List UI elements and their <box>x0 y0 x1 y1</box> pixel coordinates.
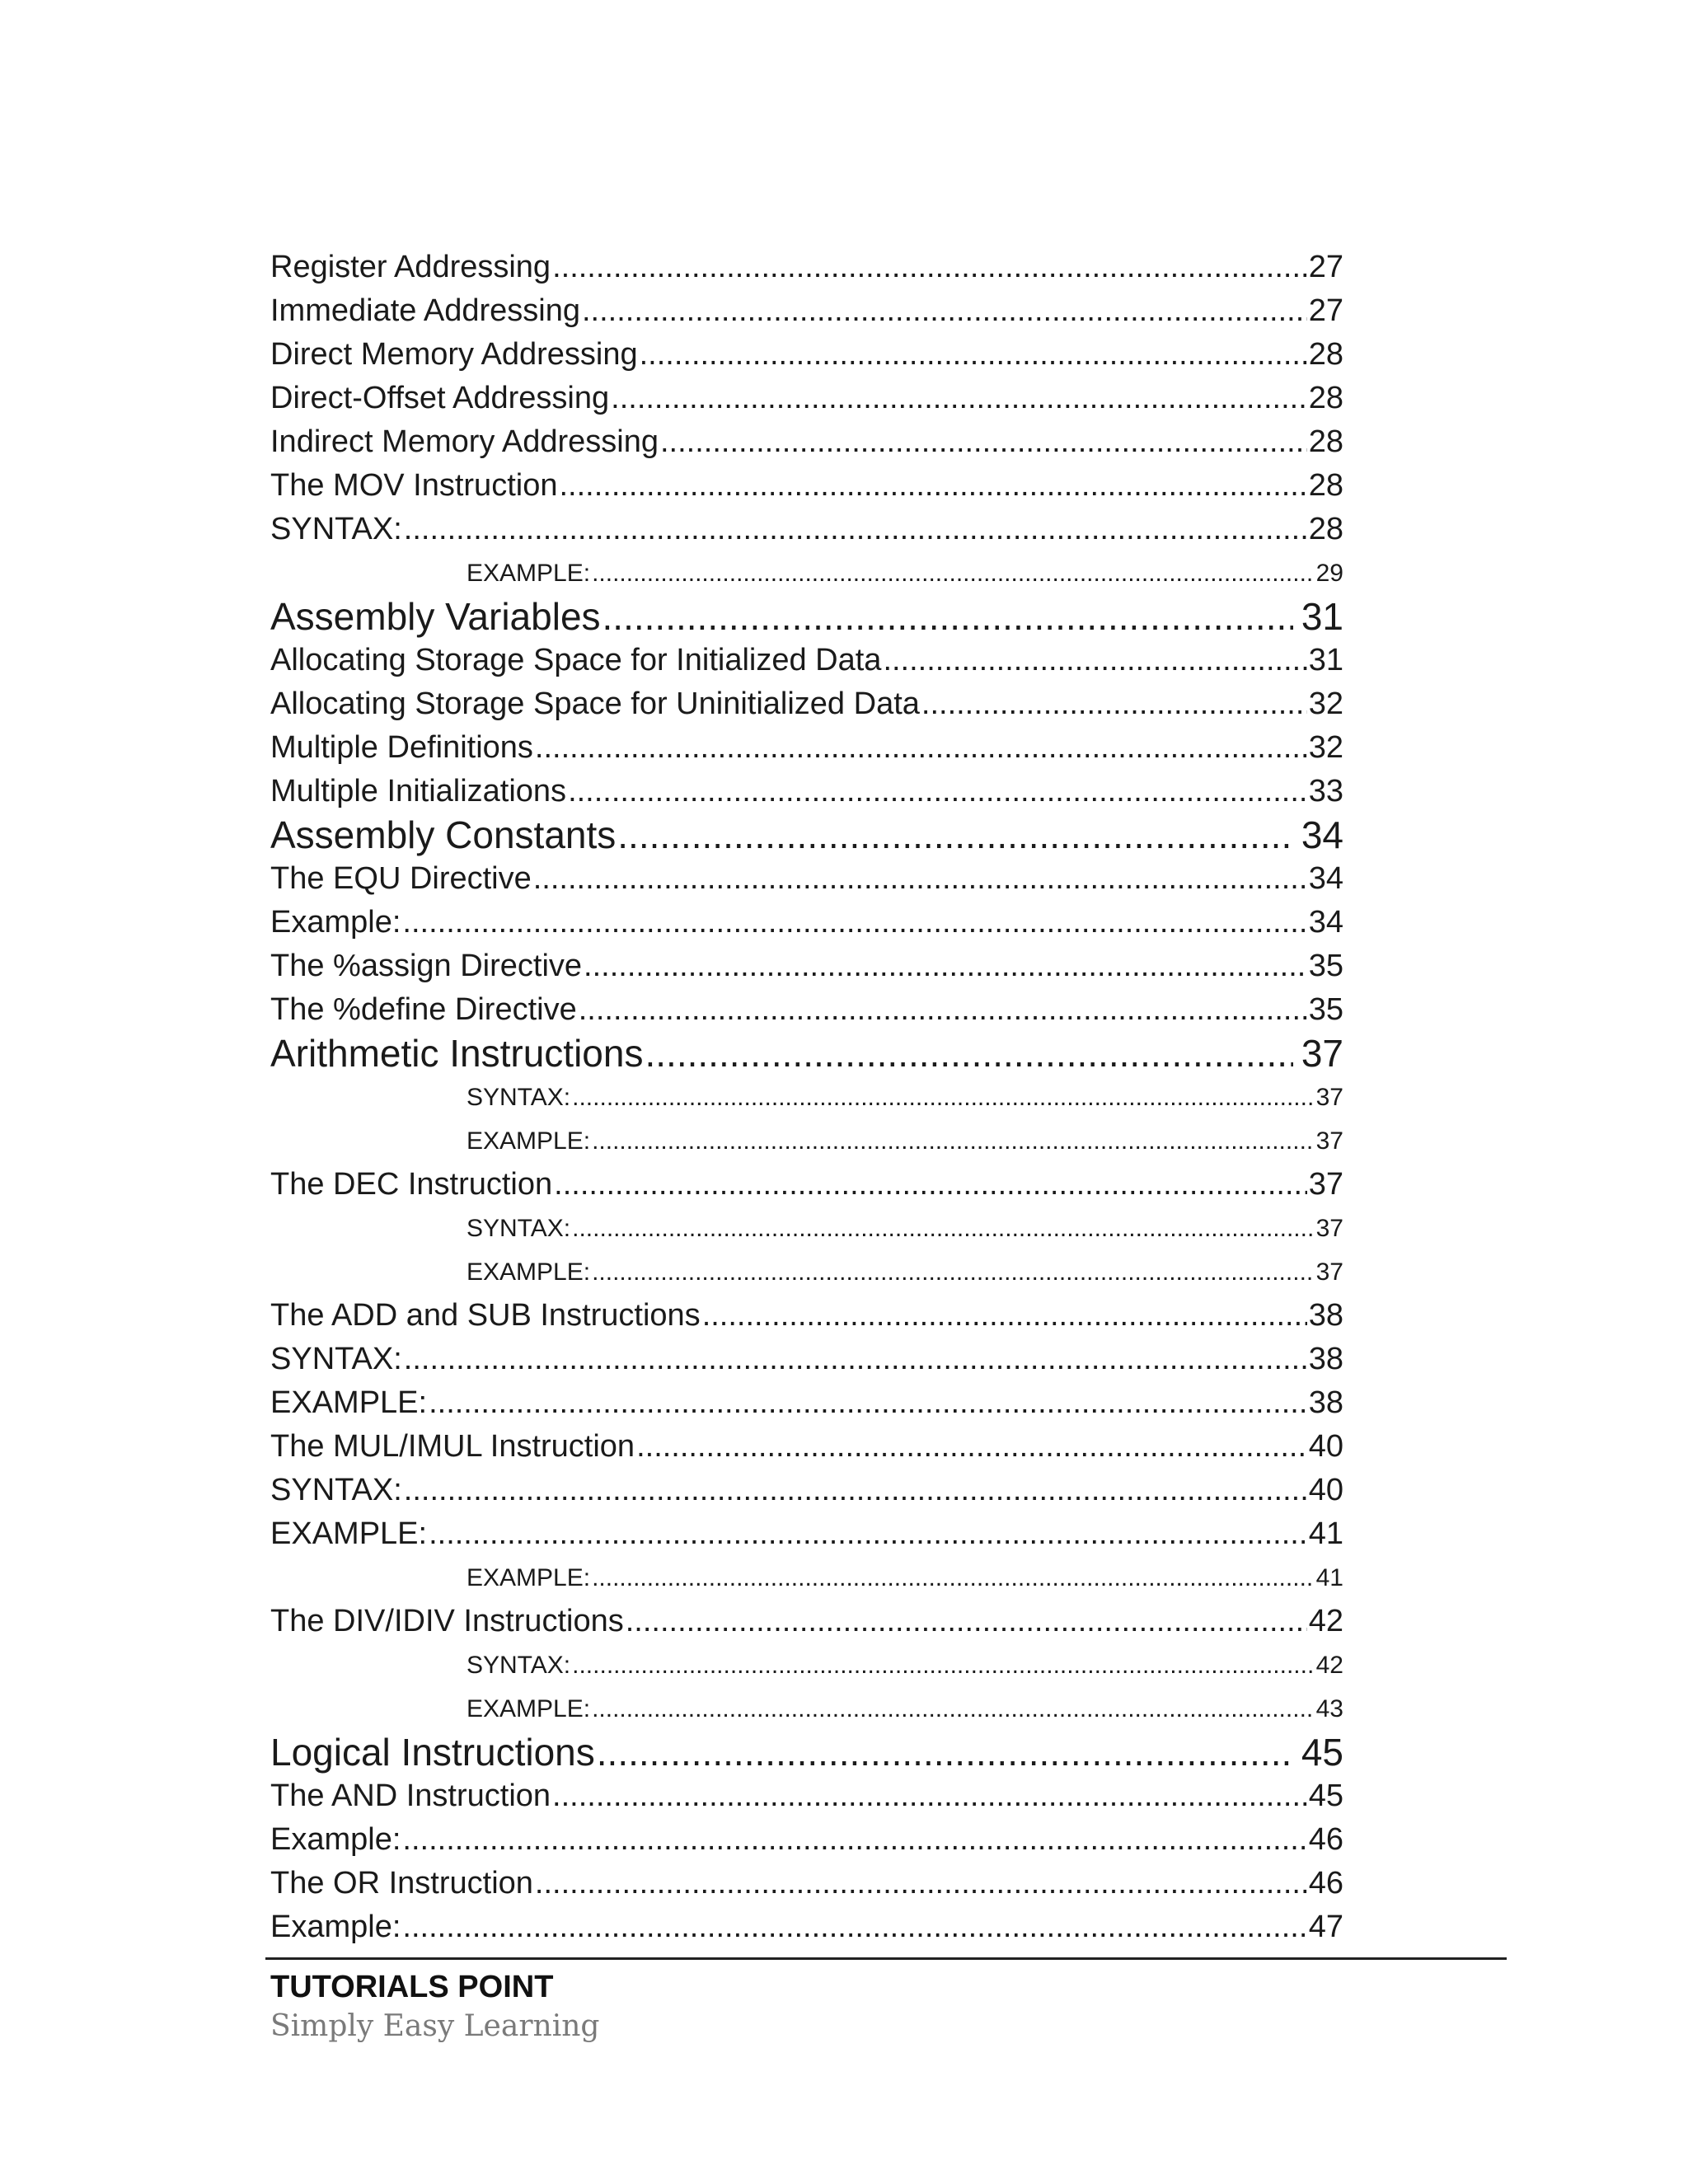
toc-entry[interactable] <box>270 1207 1343 1250</box>
toc-entry-title: EXAMPLE: <box>467 1564 591 1591</box>
toc-entry[interactable] <box>270 1643 1343 1687</box>
toc-entry-page-number: 42 <box>1315 1652 1343 1679</box>
toc-dot-leader <box>611 377 1307 420</box>
toc-entry-title: Example: <box>270 1910 401 1944</box>
toc-entry[interactable] <box>270 551 1343 595</box>
toc-entry[interactable] <box>270 420 1343 464</box>
toc-entry-title: Assembly Constants <box>270 813 617 856</box>
toc-entry-title: Logical Instructions <box>270 1731 595 1774</box>
toc-entry-page-number: 43 <box>1315 1695 1343 1722</box>
toc-entry-page-number: 38 <box>1308 1298 1343 1333</box>
toc-dot-leader <box>535 726 1307 770</box>
toc-dot-leader <box>429 1381 1307 1425</box>
toc-entry[interactable] <box>270 1469 1343 1512</box>
toc-entry[interactable] <box>270 377 1343 420</box>
toc-entry-page-number: 33 <box>1308 774 1343 808</box>
toc-dot-leader <box>603 595 1293 639</box>
toc-dot-leader <box>592 551 1315 595</box>
toc-entry[interactable] <box>270 1294 1343 1338</box>
toc-entry-page-number: 46 <box>1308 1822 1343 1857</box>
toc-entry[interactable] <box>270 813 1343 857</box>
toc-entry-page-number: 41 <box>1315 1564 1343 1591</box>
toc-entry-title: SYNTAX: <box>467 1215 571 1242</box>
toc-entry[interactable] <box>270 595 1343 639</box>
toc-entry[interactable] <box>270 901 1343 944</box>
toc-entry[interactable] <box>270 1076 1343 1119</box>
toc-entry[interactable] <box>270 1905 1343 1949</box>
toc-entry[interactable] <box>270 639 1343 682</box>
toc-entry-title: SYNTAX: <box>467 1084 571 1111</box>
toc-dot-leader <box>568 770 1307 813</box>
toc-entry[interactable] <box>270 1119 1343 1163</box>
toc-dot-leader <box>559 464 1306 508</box>
toc-entry-page-number: 37 <box>1315 1215 1343 1242</box>
toc-entry[interactable] <box>270 508 1343 551</box>
toc-entry-title: EXAMPLE: <box>270 1516 428 1551</box>
toc-entry[interactable] <box>270 1731 1343 1774</box>
toc-dot-leader <box>592 1556 1315 1600</box>
toc-entry-title: The DIV/IDIV Instructions <box>270 1604 624 1638</box>
toc-entry-page-number: 45 <box>1308 1779 1343 1813</box>
toc-entry-title: The ADD and SUB Instructions <box>270 1298 701 1333</box>
toc-entry-title: Multiple Initializations <box>270 774 567 808</box>
toc-dot-leader <box>592 1119 1315 1163</box>
toc-entry-title: EXAMPLE: <box>270 1385 428 1420</box>
toc-entry-page-number: 35 <box>1308 949 1343 983</box>
toc-entry[interactable] <box>270 1512 1343 1556</box>
toc-entry-page-number: 37 <box>1301 1032 1343 1075</box>
toc-entry-title: The %define Directive <box>270 992 577 1027</box>
toc-entry-page-number: 28 <box>1308 424 1343 459</box>
toc-entry-page-number: 29 <box>1315 560 1343 587</box>
toc-entry-page-number: 46 <box>1308 1866 1343 1900</box>
toc-dot-leader <box>554 1163 1307 1207</box>
toc-entry-page-number: 32 <box>1308 730 1343 765</box>
toc-entry-page-number: 34 <box>1308 905 1343 940</box>
toc-entry[interactable] <box>270 1687 1343 1731</box>
toc-entry-page-number: 38 <box>1308 1385 1343 1420</box>
toc-entry-title: The AND Instruction <box>270 1779 551 1813</box>
footer-divider <box>265 1957 1507 1960</box>
toc-dot-leader <box>582 289 1307 333</box>
toc-entry-title: EXAMPLE: <box>467 560 591 587</box>
toc-dot-leader <box>535 1862 1307 1905</box>
toc-entry[interactable] <box>270 289 1343 333</box>
toc-entry-title: Example: <box>270 905 401 940</box>
toc-dot-leader <box>404 1469 1307 1512</box>
toc-entry-title: Example: <box>270 1822 401 1857</box>
toc-dot-leader <box>429 1512 1307 1556</box>
toc-entry-title: SYNTAX: <box>270 1473 402 1507</box>
toc-dot-leader <box>592 1250 1315 1294</box>
toc-entry-page-number: 47 <box>1308 1910 1343 1944</box>
toc-entry-page-number: 28 <box>1308 337 1343 372</box>
toc-entry[interactable] <box>270 1818 1343 1862</box>
toc-dot-leader <box>533 857 1307 901</box>
toc-entry[interactable] <box>270 1556 1343 1600</box>
toc-dot-leader <box>572 1643 1314 1687</box>
toc-dot-leader <box>584 944 1307 988</box>
toc-entry[interactable] <box>270 246 1343 289</box>
toc-dot-leader <box>640 333 1307 377</box>
toc-entry-title: Arithmetic Instructions <box>270 1032 644 1075</box>
toc-entry-title: EXAMPLE: <box>467 1695 591 1722</box>
toc-entry[interactable] <box>270 857 1343 901</box>
toc-entry-page-number: 34 <box>1308 861 1343 896</box>
toc-entry-page-number: 32 <box>1308 687 1343 721</box>
toc-entry[interactable] <box>270 1774 1343 1818</box>
toc-entry-page-number: 37 <box>1308 1167 1343 1202</box>
toc-dot-leader <box>636 1425 1307 1469</box>
toc-entry[interactable] <box>270 1250 1343 1294</box>
toc-entry-title: SYNTAX: <box>270 1342 402 1376</box>
toc-entry-page-number: 37 <box>1315 1084 1343 1111</box>
toc-entry-title: Multiple Definitions <box>270 730 533 765</box>
toc-entry-title: EXAMPLE: <box>467 1127 591 1155</box>
toc-entry-page-number: 34 <box>1301 813 1343 856</box>
toc-entry-page-number: 28 <box>1308 468 1343 503</box>
toc-entry-title: Allocating Storage Space for Initialized Data <box>270 643 882 677</box>
footer-brand-title: TUTORIALS POINT <box>270 1970 554 2004</box>
toc-entry-title: EXAMPLE: <box>467 1258 591 1286</box>
toc-entry-title: SYNTAX: <box>270 512 402 546</box>
toc-dot-leader <box>579 988 1307 1032</box>
toc-dot-leader <box>552 1774 1307 1818</box>
toc-entry-page-number: 35 <box>1308 992 1343 1027</box>
toc-entry-title: Register Addressing <box>270 250 551 284</box>
toc-entry[interactable] <box>270 1381 1343 1425</box>
toc-entry-title: The OR Instruction <box>270 1866 533 1900</box>
toc-entry[interactable] <box>270 726 1343 770</box>
toc-dot-leader <box>592 1687 1315 1731</box>
toc-dot-leader <box>626 1600 1307 1643</box>
toc-entry-title: The DEC Instruction <box>270 1167 553 1202</box>
toc-entry-title: Allocating Storage Space for Uninitialized Data <box>270 687 920 721</box>
toc-dot-leader <box>921 682 1307 726</box>
toc-entry[interactable] <box>270 464 1343 508</box>
toc-entry-page-number: 28 <box>1308 512 1343 546</box>
toc-dot-leader <box>402 901 1306 944</box>
toc-entry-page-number: 38 <box>1308 1342 1343 1376</box>
toc-dot-leader <box>404 508 1307 551</box>
toc-entry-page-number: 27 <box>1308 293 1343 328</box>
toc-entry-title: Immediate Addressing <box>270 293 580 328</box>
toc-entry-page-number: 41 <box>1308 1516 1343 1551</box>
toc-entry-page-number: 31 <box>1308 643 1343 677</box>
toc-entry-title: The EQU Directive <box>270 861 532 896</box>
toc-dot-leader <box>883 639 1306 682</box>
toc-entry[interactable] <box>270 1425 1343 1469</box>
toc-dot-leader <box>404 1338 1307 1381</box>
toc-entry-title: Direct-Offset Addressing <box>270 381 610 415</box>
toc-entry-title: SYNTAX: <box>467 1652 571 1679</box>
toc-entry-page-number: 40 <box>1308 1473 1343 1507</box>
toc-entry-page-number: 37 <box>1315 1258 1343 1286</box>
toc-entry[interactable] <box>270 1862 1343 1905</box>
toc-dot-leader <box>402 1905 1306 1949</box>
toc-entry[interactable] <box>270 1600 1343 1643</box>
toc-entry[interactable] <box>270 944 1343 988</box>
footer-brand-tagline: Simply Easy Learning <box>270 2009 600 2043</box>
toc-entry[interactable] <box>270 770 1343 813</box>
toc-entry-page-number: 27 <box>1308 250 1343 284</box>
toc-entry-page-number: 45 <box>1301 1731 1343 1774</box>
toc-dot-leader <box>572 1076 1314 1119</box>
toc-entry-title: Assembly Variables <box>270 595 601 638</box>
toc-entry-title: The %assign Directive <box>270 949 583 983</box>
toc-entry[interactable] <box>270 1338 1343 1381</box>
toc-entry[interactable] <box>270 682 1343 726</box>
toc-dot-leader <box>702 1294 1307 1338</box>
toc-dot-leader <box>572 1207 1314 1250</box>
toc-entry-title: The MUL/IMUL Instruction <box>270 1429 635 1464</box>
toc-dot-leader <box>660 420 1307 464</box>
toc-entry-page-number: 31 <box>1301 595 1343 638</box>
toc-dot-leader <box>402 1818 1306 1862</box>
toc-entry-page-number: 42 <box>1308 1604 1343 1638</box>
toc-entry-title: Indirect Memory Addressing <box>270 424 659 459</box>
toc-dot-leader <box>617 813 1293 857</box>
toc-entry-page-number: 37 <box>1315 1127 1343 1155</box>
toc-entry-title: The MOV Instruction <box>270 468 558 503</box>
toc-entry-title: Direct Memory Addressing <box>270 337 638 372</box>
toc-entry[interactable] <box>270 333 1343 377</box>
toc-entry[interactable] <box>270 988 1343 1032</box>
toc-entry-page-number: 28 <box>1308 381 1343 415</box>
toc-dot-leader <box>597 1731 1293 1774</box>
toc-dot-leader <box>645 1032 1292 1076</box>
toc-entry[interactable] <box>270 1032 1343 1076</box>
toc-entry[interactable] <box>270 1163 1343 1207</box>
toc-entry-page-number: 40 <box>1308 1429 1343 1464</box>
toc-dot-leader <box>552 246 1307 289</box>
table-of-contents <box>270 246 1343 1949</box>
